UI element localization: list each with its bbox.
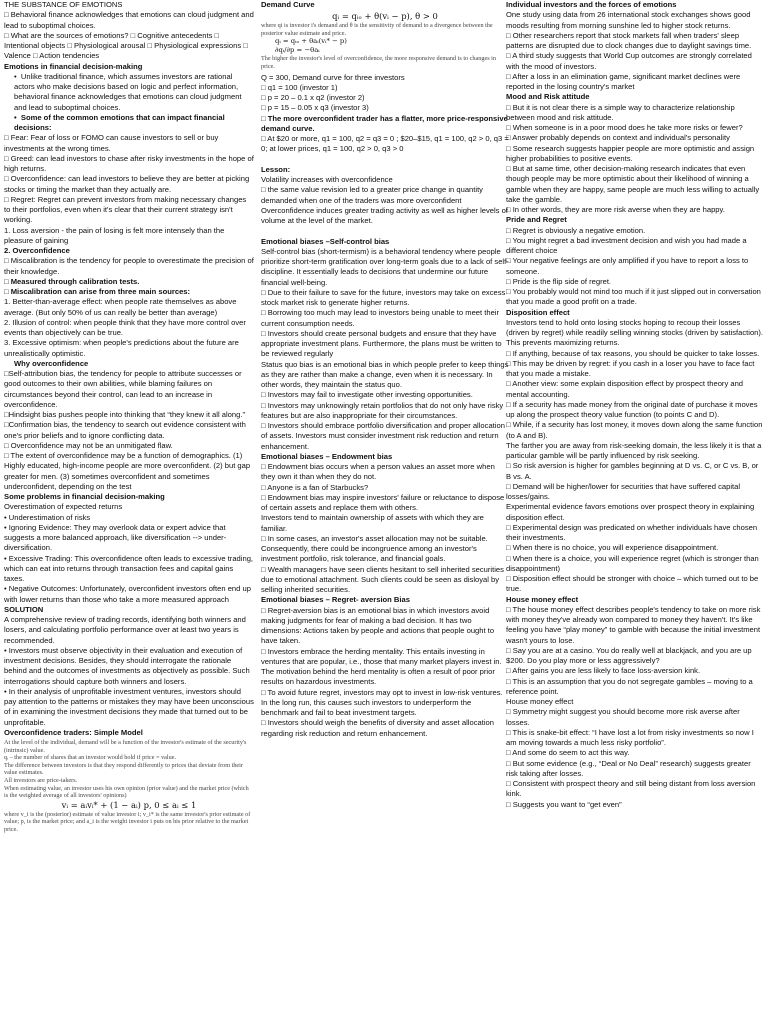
paragraph: □ Investors may unknowingly retain portfolios that do not only have risky features but are also inappropriate for their circumstances. xyxy=(261,400,504,420)
paragraph: □Self-attribution bias, the tendency for people to attribute successes or good outcomes to their own abilities, while blaming failures on circumstances beyond their control, can lead to an increase in overconfidence. xyxy=(4,369,242,409)
paragraph: 1. Better-than-average effect: when people rate themselves as above average. (But only 50% of us can really be better than average) xyxy=(4,297,237,317)
section-heading: Some problems in financial decision-making xyxy=(4,492,165,501)
paragraph: □ The extent of overconfidence may be a function of demographics. (1) Highly educated, high-income people are more overconfident. (2) but gap greater for men. (3) sometimes overconfident and sometimes underconfident, depending on the test xyxy=(4,451,251,491)
paragraph: □ So risk aversion is higher for gambles beginning at D vs. C, or C vs. B, or B vs. A. xyxy=(506,461,759,481)
paragraph: • In their analysis of unprofitable investment ventures, investors should pay attention to the patterns or mistakes they may have been unconscious of in examining the investment decisions they made that turned out to be unprofitable. xyxy=(4,686,254,727)
paragraph: □ the same value revision led to a greater price change in quantity demanded when one of the traders was more overconfident xyxy=(261,185,483,205)
document-page xyxy=(4,0,764,1024)
section-heading: Why overconfidence xyxy=(14,358,89,368)
paragraph: □ After a loss in an elimination game, significant market declines were reported in the losing country's market xyxy=(506,71,741,91)
paragraph: • Underestimation of risks xyxy=(4,512,91,522)
paragraph: □ The house money effect describes people's tendency to take on more risk with money they've already won compared to money they haven't. It's like feeling you have “play money” to gamble with because the initial investment wasn't yours to lose. xyxy=(506,604,761,645)
paragraph: □ When someone is in a poor mood does he take more risks or fewer? xyxy=(506,123,743,132)
paragraph xyxy=(261,155,509,165)
paragraph: □ Investors should weigh the benefits of diversity and asset allocation regarding risk reduction and return enhancement. xyxy=(261,718,494,738)
paragraph: □ Another view: some explain disposition effect by prospect theory and mental accounting. xyxy=(506,379,744,399)
paragraph: □ While, if a security has lost money, it moves down along the same function (to A and B). xyxy=(506,420,763,440)
paragraph: • Negative Outcomes: Unfortunately, overconfident investors often end up with lower returns than those who take a more measured approach xyxy=(4,584,251,604)
paragraph: □ Investors should create personal budgets and ensure that they have appropriate investment plans. Furthermore, the plans must be written to be reviewed regularly xyxy=(261,328,502,359)
paragraph: □ After gains you are less likely to face loss-aversion kink. xyxy=(506,666,701,676)
section-heading: □ Miscalibration can arise from three main sources: xyxy=(4,287,191,296)
demand-curve-figure xyxy=(261,11,509,70)
section-heading: Demand Curve xyxy=(261,0,315,9)
paragraph: □ Other researchers report that stock markets fall when traders' sleep patterns are disrupted due to clock changes due to daylight savings time. xyxy=(506,30,752,50)
paragraph: □ Pride is the flip side of regret. xyxy=(506,276,612,286)
paragraph: □ Investors may fail to investigate other investing opportunities. xyxy=(261,390,473,400)
figure-caption: All investors are price-takers. xyxy=(4,776,78,784)
paragraph: Q = 300, Demand curve for three investors xyxy=(261,72,405,82)
paragraph: □ But at same time, other decision-making research indicates that even though people may be more optimistic about their likelihood of winning a gamble when they are happy, same people are much less willing to actually take the gamble. xyxy=(506,164,760,204)
paragraph: The farther you are away from risk-seeking domain, the less likely it is that a particular gamble will be partly influenced by risk seeking. xyxy=(506,440,762,460)
paragraph: Status quo bias is an emotional bias in which people prefer to keep things as they are rather than make a change, even when it is necessary. In other words, they maintain the status quo. xyxy=(261,359,509,390)
paragraph: • Unlike traditional finance, which assumes investors are rational actors who make decisions based on logic and perfect information, behavioral finance acknowledges that emotions can cloud judgment and lead to suboptimal choices. xyxy=(4,72,254,113)
figure-caption: where v_i is the (posterior) estimate of value investor i; v_i* is the same investor's prior estimate of value; p, is the market price; and a_i is the weight investor i puts on his prior relative to the market price. xyxy=(4,810,251,833)
paragraph: One study using data from 26 international stock exchanges shows good moods resulting from morning sunshine led to higher stock returns. xyxy=(506,10,751,30)
paragraph: □ But it is not clear there is a simple way to characterize relationship between mood and risk attitude. xyxy=(506,102,735,122)
column-left-text xyxy=(4,0,254,738)
section-heading: Disposition effect xyxy=(506,307,570,317)
paragraph: □ Wealth managers have seen clients hesitant to sell inherited securities due to emotional attachment. Such clients could be seen as disloyal by selling inherited securities. xyxy=(261,564,504,595)
paragraph: □ But some evidence (e.g., “Deal or No Deal” research) suggests greater risk taking after losses. xyxy=(506,758,751,778)
paragraph: Experimental evidence favors emotions over prospect theory in explaining disposition effect. xyxy=(506,502,755,522)
paragraph: □ This is snake-bit effect: “I have lost a lot from risky investments so now I am moving towards a much less risky portfolio”. xyxy=(506,727,754,747)
paragraph: □ This may be driven by regret: if you cash in a loser you have to face fact that you made a mistake. xyxy=(506,358,755,378)
demand-equation: qᵢ = qᵢₒ + θ(vᵢ − p), θ > 0 xyxy=(332,11,438,22)
section-heading: SOLUTION xyxy=(4,604,44,614)
section-heading: Emotions in financial decision-making xyxy=(4,61,143,71)
paragraph: □ Behavioral finance acknowledges that emotions can cloud judgment and lead to suboptimal choices. xyxy=(4,10,254,30)
column-middle xyxy=(261,0,509,739)
posterior-value-equation: vᵢ = aᵢvᵢ* + (1 − aᵢ) p, 0 ≤ aᵢ ≤ 1 xyxy=(61,799,197,810)
column-right xyxy=(506,0,764,810)
paragraph: 3. Excessive optimism: when people's predictions about the future are unrealistically optimistic. xyxy=(4,338,239,358)
paragraph: □ In some cases, an investor's asset allocation may not be suitable. Consequently, there could be incongruence among an investor's investment portfolio, risk tolerance, and financial goals. xyxy=(261,533,488,564)
demand-substituted-equation: qᵢ = qᵢₒ + θaᵢ(vᵢ* − p) xyxy=(275,37,347,46)
paragraph: House money effect xyxy=(506,697,574,706)
paragraph: □ Answer probably depends on context and individual's personality xyxy=(506,133,730,143)
paragraph: □ p = 15 – 0.05 x q3 (investor 3) xyxy=(261,103,369,113)
figure-caption: The difference between investors is that they respond differently to prices that deviate from their value estimates. xyxy=(4,761,243,777)
section-heading: Individual investors and the forces of emotions xyxy=(506,0,677,9)
paragraph: □ You probably would not mind too much if it just slipped out in conversation that you made a good profit on a trade. xyxy=(506,287,761,307)
paragraph: □ Suggests you want to “get even” xyxy=(506,799,622,809)
paragraph: □Confirmation bias, the tendency to search out evidence consistent with one's prior beliefs and to ignore conflicting data. xyxy=(4,420,246,440)
paragraph: □ Endowment bias occurs when a person values an asset more when they own it than when they do not. xyxy=(261,462,495,482)
section-heading: Emotional biases –Self-control bias xyxy=(261,236,390,246)
paragraph: □ If anything, because of tax reasons, you should be quicker to take losses. xyxy=(506,348,760,358)
paragraph: □ Some research suggests happier people are more optimistic and assign higher probabilities to positive events. xyxy=(506,143,755,163)
column-right-text xyxy=(506,0,764,810)
paragraph: □Hindsight bias pushes people into thinking that “they knew it all along.” xyxy=(4,410,245,419)
paragraph: Volatility increases with overconfidence xyxy=(261,175,393,185)
section-heading: 2. Overconfidence xyxy=(4,246,70,255)
section-heading: Overconfidence traders: Simple Model xyxy=(4,727,143,737)
paragraph: Self-control bias (short-termism) is a behavioral tendency where people prioritize short-term gratification over long-term goals due to a lack of self-discipline. It essentially leads to decisions that undermine our future financial well-being. xyxy=(261,246,509,287)
paragraph: □ Borrowing too much may lead to investors being unable to meet their current consumption needs. xyxy=(261,308,500,328)
column-left xyxy=(4,0,254,836)
section-heading: Emotional biases – Regret- aversion Bias xyxy=(261,595,410,605)
figure-caption: where qi is investor i's demand and θ is the sensitivity of demand to a divergence between the posterior value estimate and price. xyxy=(261,22,493,37)
paragraph: □ And some do seem to act this way. xyxy=(506,748,630,758)
paragraph: • Investors must observe objectivity in their evaluation and execution of investment decisions. Besides, they should interrogate the rationale behind and the outcomes of investments as objectively as possible. Such interrogations should capture both winners and losers. xyxy=(4,645,250,686)
paragraph xyxy=(261,226,509,236)
section-heading: Lesson: xyxy=(261,164,291,174)
paragraph: □ Investors should embrace portfolio diversification and proper allocation of assets. Investors must consider investment risk reduction and return enhancement. xyxy=(261,421,505,451)
paragraph: □ Disposition effect should be stronger with choice – which turned out to be true. xyxy=(506,574,759,594)
paragraph: □ When there is no choice, you will experience disappointment. xyxy=(506,543,719,553)
paragraph: Overestimation of expected returns xyxy=(4,502,123,512)
section-heading: • Some of the common emotions that can impact financial decisions: xyxy=(4,113,254,134)
paragraph: □ Investors embrace the herding mentality. This entails investing in ventures that are popular, i.e., those that many market players invest in. The motivation behind the herd mentality is often a result of poor prior results on hazardous investments. xyxy=(261,646,502,687)
paragraph: □ In other words, they are more risk averse when they are happy. xyxy=(506,205,725,214)
section-heading: Pride and Regret xyxy=(506,215,567,225)
paragraph: □ When there is a choice, you will experience regret (which is stronger than disappointment) xyxy=(506,553,759,573)
paragraph: □ Consistent with prospect theory and still being distant from loss aversion kink. xyxy=(506,779,756,799)
paragraph: □ Symmetry might suggest you should become more risk averse after losses. xyxy=(506,707,740,727)
paragraph: Investors tend to hold onto losing stocks hoping to recoup their losses (driven by regret) while readily selling winning stocks (driven by satisfaction). This prevents maximizing returns. xyxy=(506,317,764,348)
column-middle-heading xyxy=(261,0,509,10)
paragraph: A comprehensive review of trading records, identifying both winners and losers, and calculating portfolio performance over at least two years is recommended. xyxy=(4,615,246,645)
paragraph: • Ignoring Evidence: They may overlook data or expert advice that suggests a more balanced approach, like diversification --> under-diversification. xyxy=(4,522,227,553)
section-heading: □ Measured through calibration tests. xyxy=(4,276,140,286)
paragraph: □ Miscalibration is the tendency for people to overestimate the precision of their knowledge. xyxy=(4,256,254,276)
paragraph: Investors tend to maintain ownership of assets with which they are familiar. xyxy=(261,513,484,533)
paragraph: □ Regret: Regret can prevent investors from making necessary changes to their portfolios, even when it's clear that their current strategy isn't working. xyxy=(4,194,247,225)
paragraph: □ A third study suggests that World Cup outcomes are strongly correlated with the mood of investors. xyxy=(506,51,752,71)
figure-caption: The higher the investor's level of overconfidence, the more responsive demand is to changes in price. xyxy=(261,55,496,71)
paragraph: □ Due to their failure to save for the future, investors may take on excess stock market risk to generate higher returns. xyxy=(261,287,506,308)
figure-caption: qᵢ – the number of shares that an investor would hold if price = value. xyxy=(4,754,177,762)
paragraph: □ This is an assumption that you do not segregate gambles – moving to a reference point. xyxy=(506,676,753,696)
paragraph: □ Fear: Fear of loss or FOMO can cause investors to sell or buy investments at the wrong times. xyxy=(4,133,219,153)
paragraph: □ You might regret a bad investment decision and wish you had made a different choice xyxy=(506,235,747,255)
paragraph: □ p = 20 – 0.1 x q2 (investor 2) xyxy=(261,93,365,103)
paragraph: □ Experimental design was predicated on whether individuals have chosen their investments. xyxy=(506,522,758,542)
paragraph: □ At $20 or more, q1 = 100, q2 = q3 = 0 ; $20–$15, q1 = 100, q2 > 0, q3 = 0; at lower prices, q1 = 100, q2 > 0, q3 > 0 xyxy=(261,134,509,154)
paragraph: THE SUBSTANCE OF EMOTIONS xyxy=(4,0,123,9)
paragraph: □ Anyone is a fan of Starbucks? xyxy=(261,482,369,492)
paragraph: □ Overconfidence: can lead investors to believe they are better at picking stocks or timing the market than they actually are. xyxy=(4,174,250,194)
paragraph: □ If a security has made money from the original date of purchase it moves up along the prospect theory value function (to points C and D). xyxy=(506,399,758,419)
paragraph: □ q1 = 100 (investor 1) xyxy=(261,82,338,92)
figure-caption: When estimating value, an investor uses his own opinion (prior value) and the market price (which is the weighted average of all investors' opinions) xyxy=(4,784,249,800)
section-heading: Emotional biases – Endowment bias xyxy=(261,451,393,461)
paragraph: □ Overconfidence may not be an unmitigated flaw. xyxy=(4,440,173,450)
paragraph: □ Say you are at a casino. You do really well at blackjack, and you are up $200. Do you play more or less aggressively? xyxy=(506,645,752,665)
paragraph: □ Regret is obviously a negative emotion. xyxy=(506,225,646,235)
section-heading: House money effect xyxy=(506,594,579,604)
section-heading: □ The more overconfident trader has a flatter, more price-responsive demand curve. xyxy=(261,113,508,133)
paragraph: □ Demand will be higher/lower for securities that have suffered capital losses/gains. xyxy=(506,481,741,501)
paragraph: □ Regret-aversion bias is an emotional bias in which investors avoid making judgments for fear of making a bad decision. It has two dimensions: Actions taken by people and actions that people ought to have taken. xyxy=(261,605,495,646)
paragraph: □ Your negative feelings are only amplified if you have to report a loss to someone. xyxy=(506,256,749,276)
demand-slope-equation: ∂qᵢ/∂p = −θaᵢ xyxy=(275,46,320,55)
paragraph: • Excessive Trading: This overconfidence often leads to excessive trading, which can eat into returns through transaction fees and capital gains taxes. xyxy=(4,553,254,583)
paragraph: 1. Loss aversion - the pain of losing is felt more intensely than the pleasure of gaining xyxy=(4,225,225,245)
figure-caption: At the level of the individual, demand will be a function of the investor's estimate of the security's (intrinsic) value. xyxy=(4,739,247,754)
paragraph: 2. Illusion of control: when people think that they have more control over events than objectively can be true. xyxy=(4,317,246,337)
overconfidence-model-figure xyxy=(4,739,254,834)
paragraph: Overconfidence induces greater trading activity as well as higher levels of volume at the level of the market. xyxy=(261,205,508,226)
section-heading: Mood and Risk attitude xyxy=(506,92,590,102)
paragraph: □ What are the sources of emotions? □ Cognitive antecedents □ Intentional objects □ Physiological arousal □ Physiological expressions □ Valence □ Action tendencies xyxy=(4,30,248,61)
column-middle-text xyxy=(261,73,509,739)
paragraph: □ Greed: can lead investors to chase after risky investments in the hope of high returns. xyxy=(4,153,254,173)
paragraph: □ To avoid future regret, investors may opt to invest in low-risk ventures. In the long run, this causes such investors to underperform the benchmark and fail to beat investment targets. xyxy=(261,687,503,718)
paragraph: □ Endowment bias may inspire investors' failure or reluctance to dispose of certain assets and replace them with others. xyxy=(261,492,505,513)
